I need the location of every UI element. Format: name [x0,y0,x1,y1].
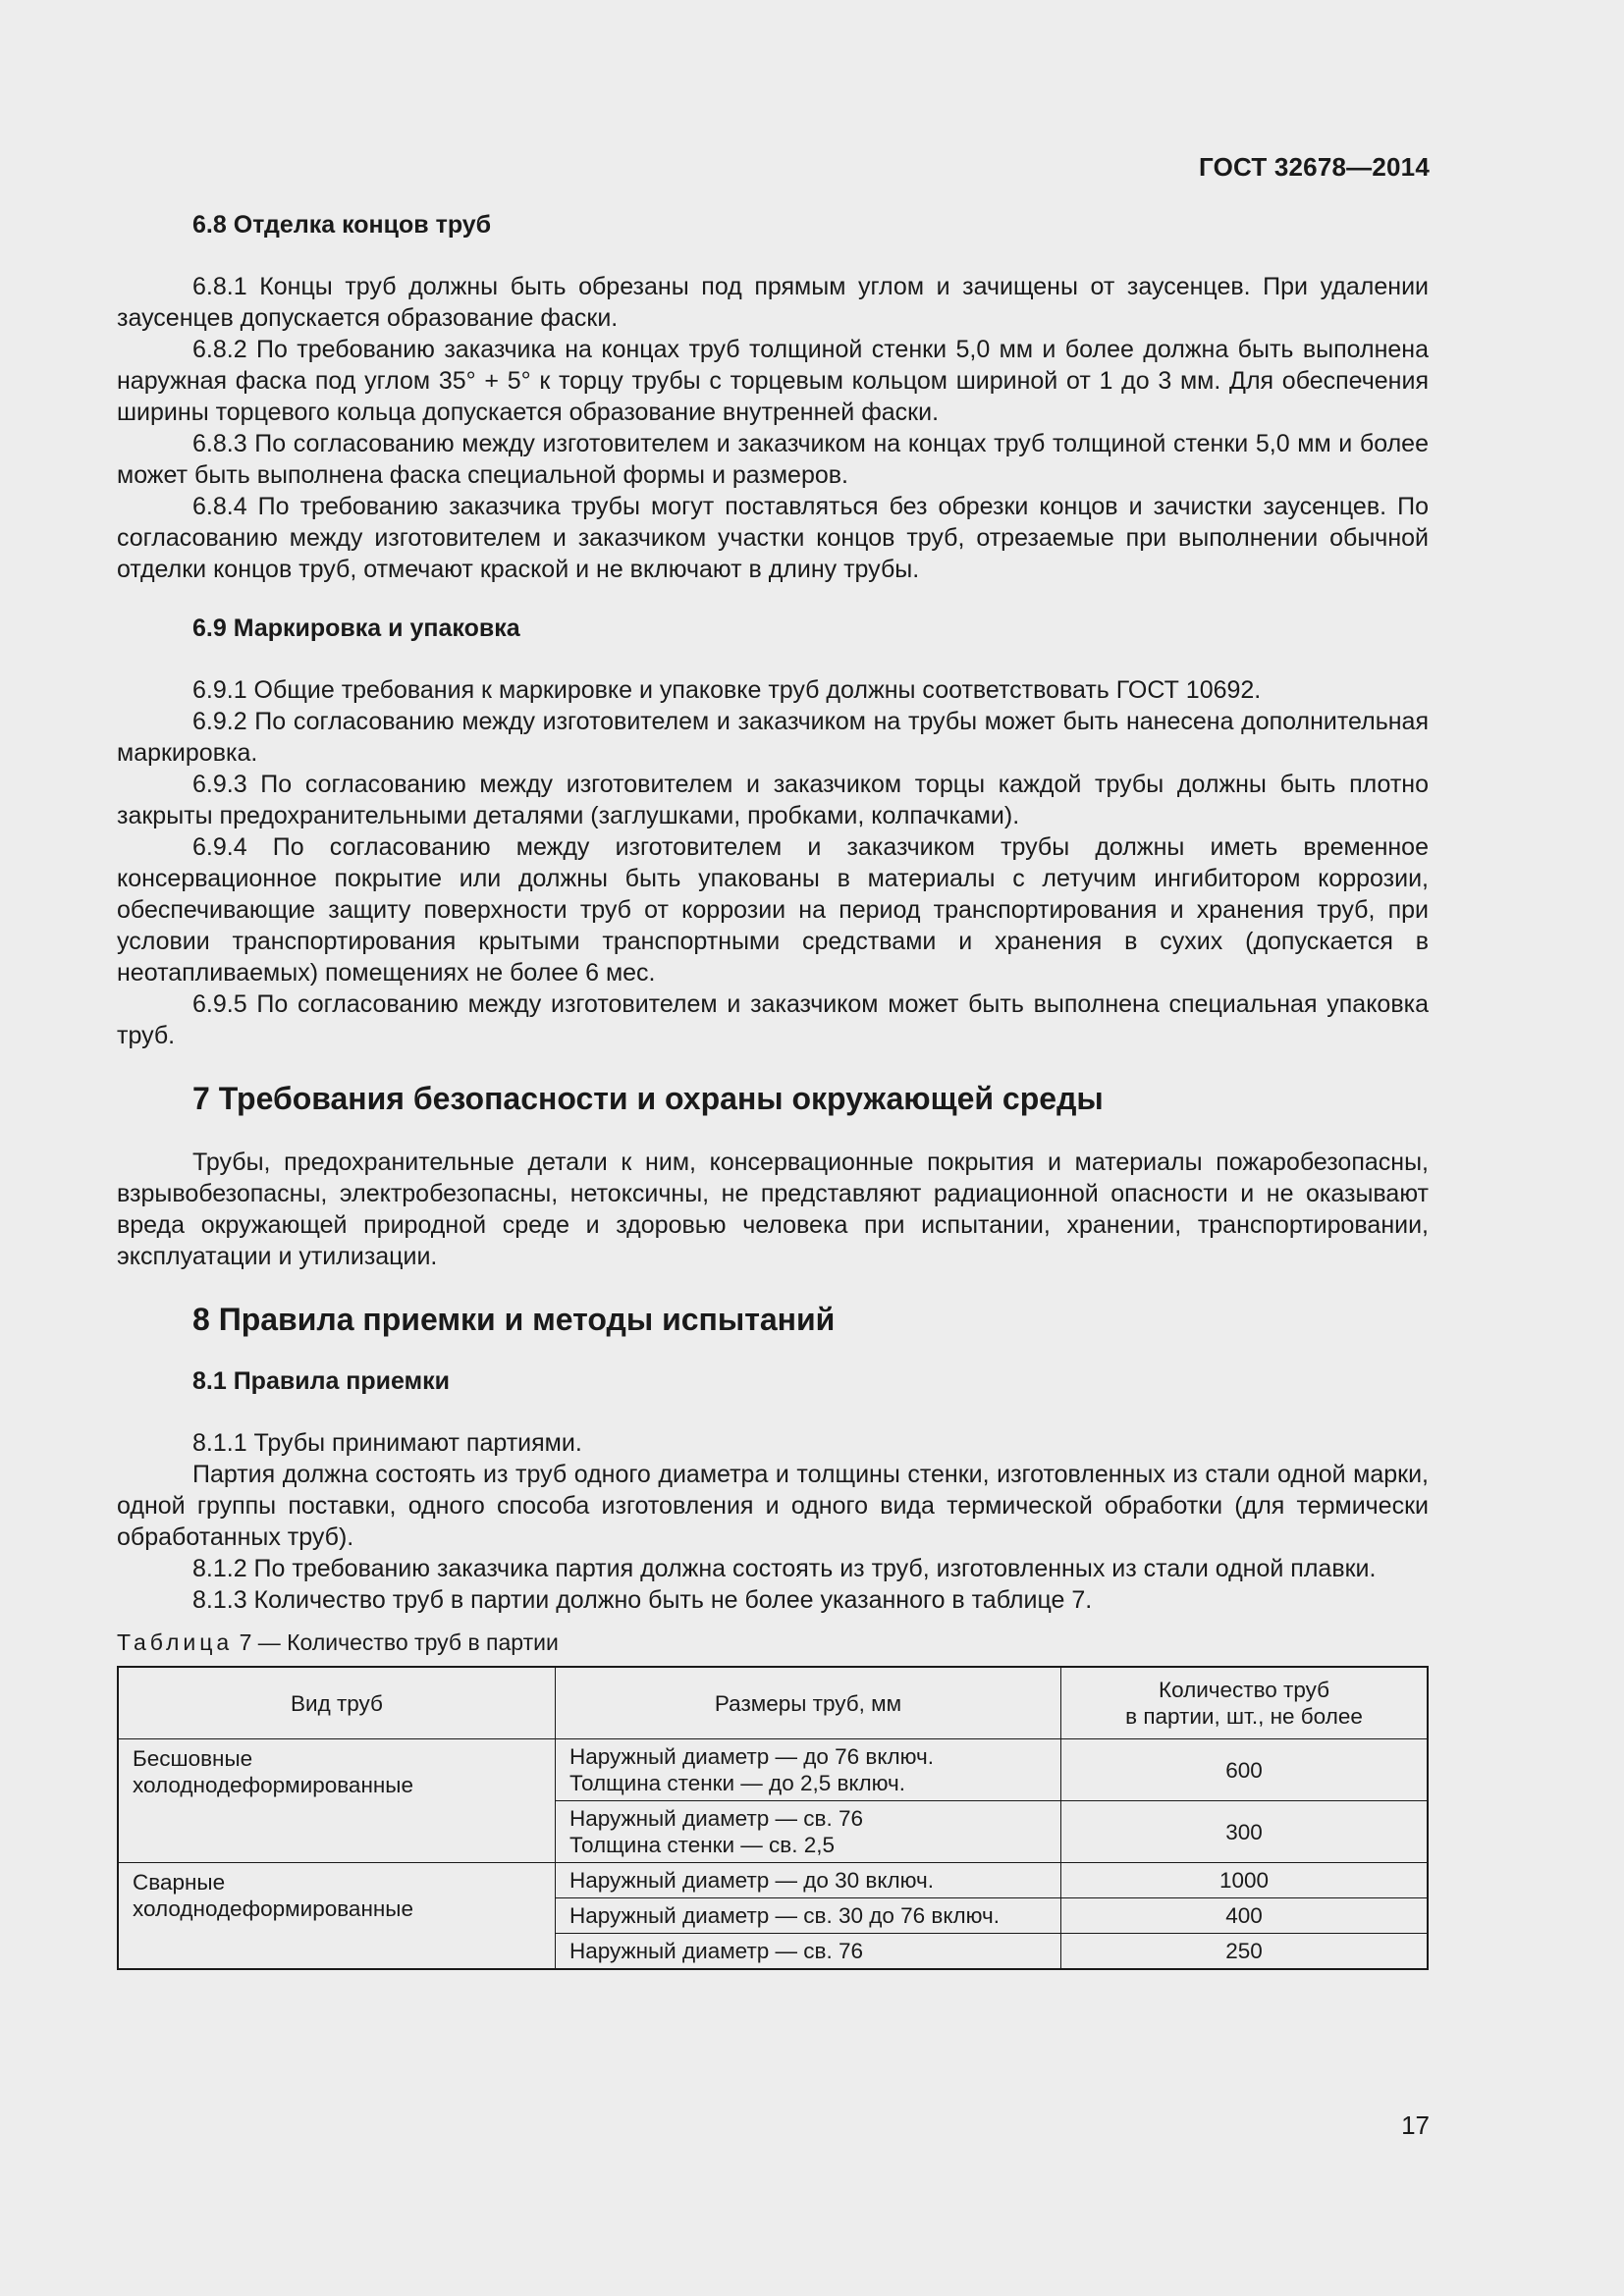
header-qty-line1: Количество труб [1158,1678,1330,1702]
section-8-1-body [117,1427,1429,1616]
section-6-8-body [117,271,1429,585]
table-caption-label: Таблица [117,1629,234,1655]
cell-size-line: Толщина стенки — до 2,5 включ. [569,1771,906,1795]
cell-size-line: Толщина стенки — св. 2,5 [569,1833,836,1857]
cell-kind-line: Бесшовные [133,1746,253,1771]
header-size: Размеры труб, мм [556,1667,1061,1739]
header-qty [1061,1667,1429,1739]
table-row [118,1739,1428,1801]
cell-kind-line: холоднодеформированные [133,1773,413,1797]
page-content [117,211,1429,1970]
header-kind: Вид труб [118,1667,556,1739]
paragraph-6-9-1: 6.9.1 Общие требования к маркировке и упаковке труб должны соответствовать ГОСТ 10692. [192,676,1262,704]
section-6-9-body [117,674,1429,1051]
paragraph-6-9-2: 6.9.2 По согласованию между изготовителем и заказчиком на трубы может быть нанесена дополнительная маркировка. [117,708,1429,767]
cell-qty: 400 [1061,1898,1429,1934]
paragraph-8-1-3: 8.1.3 Количество труб в партии должно быть не более указанного в таблице 7. [192,1586,1093,1614]
paragraph-8-1-1: 8.1.1 Трубы принимают партиями. [192,1429,582,1457]
paragraph-8-1-1-lot: Партия должна состоять из труб одного диаметра и толщины стенки, изготовленных из стали одной марки, одной группы поставки, одного способа изготовления и одного вида термической обработки (для термически обработанных труб). [117,1461,1429,1551]
table-caption-text: 7 — Количество труб в партии [233,1629,559,1655]
subsection-title-6-8: 6.8 Отделка концов труб [192,211,492,239]
section-title-8: 8 Правила приемки и методы испытаний [192,1302,836,1337]
cell-size [556,1801,1061,1863]
table-7 [117,1666,1429,1970]
cell-qty: 300 [1061,1801,1429,1863]
cell-kind-welded [118,1863,556,1970]
cell-kind-line: холоднодеформированные [133,1896,413,1921]
paragraph-6-8-4: 6.8.4 По требованию заказчика трубы могут поставляться без обрезки концов и зачистки заусенцев. По согласованию между изготовителем и заказчиком участки концов труб, отрезаемые при выполнении обычной отделки концов труб, отмечают краской и не включают в длину трубы. [117,493,1429,583]
cell-qty: 250 [1061,1934,1429,1970]
paragraph-6-8-1: 6.8.1 Концы труб должны быть обрезаны под прямым углом и зачищены от заусенцев. При удалении заусенцев допускается образование фаски. [117,273,1429,332]
paragraph-6-8-3: 6.8.3 По согласованию между изготовителем и заказчиком на концах труб толщиной стенки 5,0 мм и более может быть выполнена фаска специальной формы и размеров. [117,430,1429,489]
paragraph-8-1-2: 8.1.2 По требованию заказчика партия должна состоять из труб, изготовленных из стали одной плавки. [192,1555,1377,1582]
document-header: ГОСТ 32678—2014 [1199,152,1430,182]
cell-kind-seamless [118,1739,556,1863]
section-title-7: 7 Требования безопасности и охраны окружающей среды [192,1081,1104,1116]
paragraph-6-9-4: 6.9.4 По согласованию между изготовителем и заказчиком трубы должны иметь временное консервационное покрытие или должны быть упакованы в материалы с летучим ингибитором коррозии, обеспечивающие защиту поверхности труб от коррозии на период транспортирования и хранения труб, при условии транспортирования крытыми транспортными средствами и хранения в сухих (допускается в неотапливаемых) помещениях не более 6 мес. [117,833,1429,987]
paragraph-6-9-5: 6.9.5 По согласованию между изготовителем и заказчиком может быть выполнена специальная упаковка труб. [117,990,1429,1049]
cell-size [556,1739,1061,1801]
cell-size: Наружный диаметр — св. 30 до 76 включ. [556,1898,1061,1934]
cell-kind-line: Сварные [133,1870,226,1895]
paragraph-6-9-3: 6.9.3 По согласованию между изготовителем и заказчиком торцы каждой трубы должны быть плотно закрыты предохранительными деталями (заглушками, пробками, колпачками). [117,771,1429,829]
subsection-title-8-1: 8.1 Правила приемки [192,1367,450,1395]
cell-size: Наружный диаметр — св. 76 [556,1934,1061,1970]
cell-qty: 1000 [1061,1863,1429,1898]
cell-size-line: Наружный диаметр — до 76 включ. [569,1744,934,1769]
section-7-body [117,1147,1429,1272]
table-row [118,1863,1428,1898]
subsection-title-6-9: 6.9 Маркировка и упаковка [192,614,520,642]
paragraph-6-8-2: 6.8.2 По требованию заказчика на концах труб толщиной стенки 5,0 мм и более должна быть выполнена наружная фаска под углом 35° + 5° к торцу трубы с торцевым кольцом шириной от 1 до 3 мм. Для обеспечения ширины торцевого кольца допускается образование внутренней фаски. [117,336,1429,426]
table-caption [117,1629,1429,1656]
cell-qty: 600 [1061,1739,1429,1801]
header-qty-line2: в партии, шт., не более [1125,1704,1363,1729]
paragraph-7: Трубы, предохранительные детали к ним, консервационные покрытия и материалы пожаробезопасны, взрывобезопасны, электробезопасны, нетоксичны, не представляют радиационной опасности и не оказывают вреда окружающей природной среде и здоровью человека при испытании, хранении, транспортировании, эксплуатации и утилизации. [117,1148,1429,1270]
cell-size-line: Наружный диаметр — св. 76 [569,1806,863,1831]
cell-size: Наружный диаметр — до 30 включ. [556,1863,1061,1898]
table-header-row [118,1667,1428,1739]
page-number: 17 [1401,2110,1430,2140]
